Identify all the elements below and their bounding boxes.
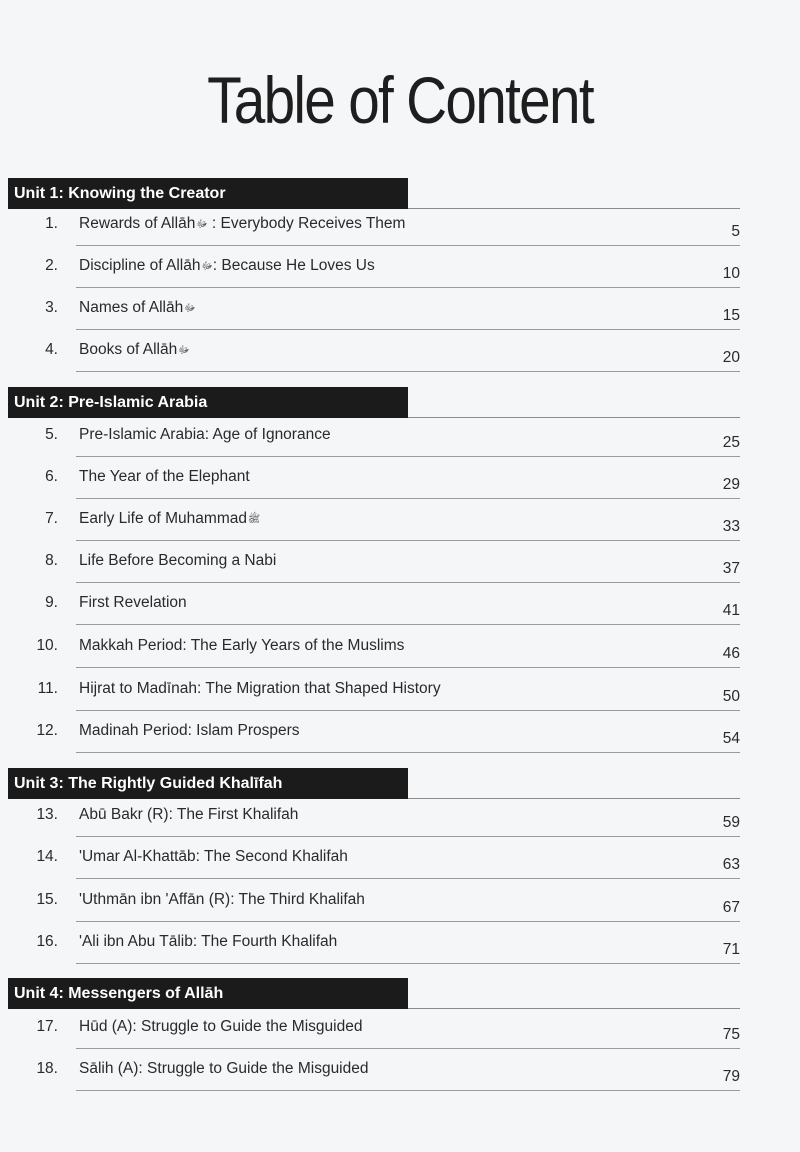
entry-number: 17. <box>36 1018 58 1035</box>
entry-title-text: Rewards of Allāh <box>79 215 196 232</box>
entry-title-text: Sālih (A): Struggle to Guide the Misguided <box>79 1060 369 1077</box>
entry-page-number: 29 <box>722 476 740 493</box>
entry-number: 16. <box>36 933 58 950</box>
entry-title <box>79 257 375 275</box>
toc-entry[interactable] <box>0 637 800 679</box>
toc-entry[interactable] <box>0 552 800 594</box>
entry-subtitle-text: : Because He Loves Us <box>212 257 375 274</box>
entry-number: 12. <box>36 722 58 739</box>
entry-title <box>79 552 276 570</box>
entry-page-number: 10 <box>722 265 740 282</box>
entry-title <box>79 426 331 444</box>
entry-title <box>79 891 365 909</box>
entry-title-text: Discipline of Allāh <box>79 257 201 274</box>
entry-title-text: 'Ali ibn Abu Tālib: The Fourth Khalifah <box>79 933 338 950</box>
honorific-seal-icon: ﷻ <box>184 303 196 314</box>
entry-title <box>79 680 441 698</box>
toc-entry[interactable] <box>0 299 800 341</box>
entry-number: 6. <box>45 468 58 485</box>
unit-heading-rule <box>408 1008 740 1009</box>
unit-heading-rule <box>408 208 740 209</box>
toc-entry[interactable] <box>0 722 800 764</box>
entry-page-number: 25 <box>722 434 740 451</box>
entry-page-number: 75 <box>722 1026 740 1043</box>
toc-entry[interactable] <box>0 1060 800 1102</box>
entry-title <box>79 468 250 486</box>
honorific-seal-icon: ﷺ <box>248 514 261 525</box>
entry-page-number: 59 <box>722 814 740 831</box>
toc-entry[interactable] <box>0 806 800 848</box>
toc-entry[interactable] <box>0 510 800 552</box>
entry-number: 7. <box>45 510 58 527</box>
entry-title <box>79 594 187 612</box>
entry-title-text: Abū Bakr (R): The First Khalifah <box>79 806 299 823</box>
entry-title-text: Names of Allāh <box>79 299 184 316</box>
entry-number: 13. <box>36 806 58 823</box>
entry-page-number: 46 <box>722 645 740 662</box>
entry-title <box>79 933 337 951</box>
entry-page-number: 54 <box>722 730 740 747</box>
entry-rule <box>76 752 740 753</box>
entry-number: 8. <box>45 552 58 569</box>
entry-title <box>79 215 405 233</box>
entry-number: 18. <box>36 1060 58 1077</box>
entry-page-number: 67 <box>722 899 740 916</box>
entry-title-text: First Revelation <box>79 594 187 611</box>
entry-title-text: Hūd (A): Struggle to Guide the Misguided <box>79 1018 363 1035</box>
entry-title-text: Hijrat to Madīnah: The Migration that Shaped History <box>79 680 441 697</box>
entry-rule <box>76 498 740 499</box>
toc-entry[interactable] <box>0 215 800 257</box>
entry-title <box>79 1060 369 1078</box>
entry-title-text: Makkah Period: The Early Years of the Muslims <box>79 637 405 654</box>
entry-page-number: 71 <box>722 941 740 958</box>
entry-title <box>79 341 190 359</box>
entry-number: 10. <box>36 637 58 654</box>
entry-page-number: 20 <box>722 349 740 366</box>
entry-title-text: Early Life of Muhammad <box>79 510 247 527</box>
entry-page-number: 41 <box>722 602 740 619</box>
unit-heading: Unit 1: Knowing the Creator <box>8 178 408 209</box>
entry-title <box>79 806 298 824</box>
page-title: Table of Content <box>207 63 593 137</box>
entry-number: 1. <box>45 215 58 232</box>
entry-title <box>79 722 300 740</box>
entry-title <box>79 848 348 866</box>
entry-title <box>79 637 404 655</box>
entry-page-number: 33 <box>722 518 740 535</box>
honorific-seal-icon: ﷻ <box>178 345 190 356</box>
entry-title-text: The Year of the Elephant <box>79 468 250 485</box>
entry-number: 4. <box>45 341 58 358</box>
toc-entry[interactable] <box>0 680 800 722</box>
entry-page-number: 37 <box>722 560 740 577</box>
toc-entry[interactable] <box>0 848 800 890</box>
unit-heading: Unit 4: Messengers of Allāh <box>8 978 408 1009</box>
entry-rule <box>76 245 740 246</box>
toc-entry[interactable] <box>0 594 800 636</box>
honorific-seal-icon: ﷻ <box>201 261 213 272</box>
unit-heading-rule <box>408 798 740 799</box>
toc-entry[interactable] <box>0 257 800 299</box>
entry-page-number: 15 <box>722 307 740 324</box>
entry-title <box>79 1018 362 1036</box>
entry-rule <box>76 456 740 457</box>
entry-title-text: Pre-Islamic Arabia: Age of Ignorance <box>79 426 331 443</box>
entry-rule <box>76 963 740 964</box>
entry-rule <box>76 329 740 330</box>
entry-title-text: Life Before Becoming a Nabi <box>79 552 277 569</box>
entry-rule <box>76 878 740 879</box>
entry-rule <box>76 371 740 372</box>
entry-title-text: Madinah Period: Islam Prospers <box>79 722 300 739</box>
entry-page-number: 79 <box>722 1068 740 1085</box>
entry-title-text: 'Umar Al-Khattāb: The Second Khalifah <box>79 848 348 865</box>
honorific-seal-icon: ﷻ <box>196 219 208 230</box>
entry-rule <box>76 921 740 922</box>
entry-rule <box>76 667 740 668</box>
entry-number: 3. <box>45 299 58 316</box>
entry-title <box>79 510 260 528</box>
toc-entry[interactable] <box>0 891 800 933</box>
toc-entry[interactable] <box>0 426 800 468</box>
entry-title-text: Books of Allāh <box>79 341 178 358</box>
entry-number: 15. <box>36 891 58 908</box>
unit-heading: Unit 3: The Rightly Guided Khalīfah <box>8 768 408 799</box>
entry-rule <box>76 836 740 837</box>
entry-title <box>79 299 196 317</box>
toc-entry[interactable] <box>0 341 800 383</box>
toc-entry[interactable] <box>0 933 800 975</box>
entry-rule <box>76 1048 740 1049</box>
toc-entry[interactable] <box>0 468 800 510</box>
unit-heading: Unit 2: Pre-Islamic Arabia <box>8 387 408 418</box>
entry-page-number: 5 <box>731 223 740 240</box>
entry-number: 11. <box>37 680 58 697</box>
entry-rule <box>76 287 740 288</box>
unit-heading-rule <box>408 417 740 418</box>
entry-title-text: 'Uthmān ibn 'Affān (R): The Third Khalifah <box>79 891 365 908</box>
toc-entry[interactable] <box>0 1018 800 1060</box>
entry-rule <box>76 540 740 541</box>
entry-number: 9. <box>45 594 58 611</box>
entry-page-number: 50 <box>722 688 740 705</box>
entry-rule <box>76 624 740 625</box>
entry-number: 14. <box>36 848 58 865</box>
entry-number: 5. <box>45 426 58 443</box>
entry-number: 2. <box>45 257 58 274</box>
entry-subtitle-text: : Everybody Receives Them <box>207 215 406 232</box>
entry-rule <box>76 710 740 711</box>
entry-rule <box>76 582 740 583</box>
entry-page-number: 63 <box>722 856 740 873</box>
entry-rule <box>76 1090 740 1091</box>
